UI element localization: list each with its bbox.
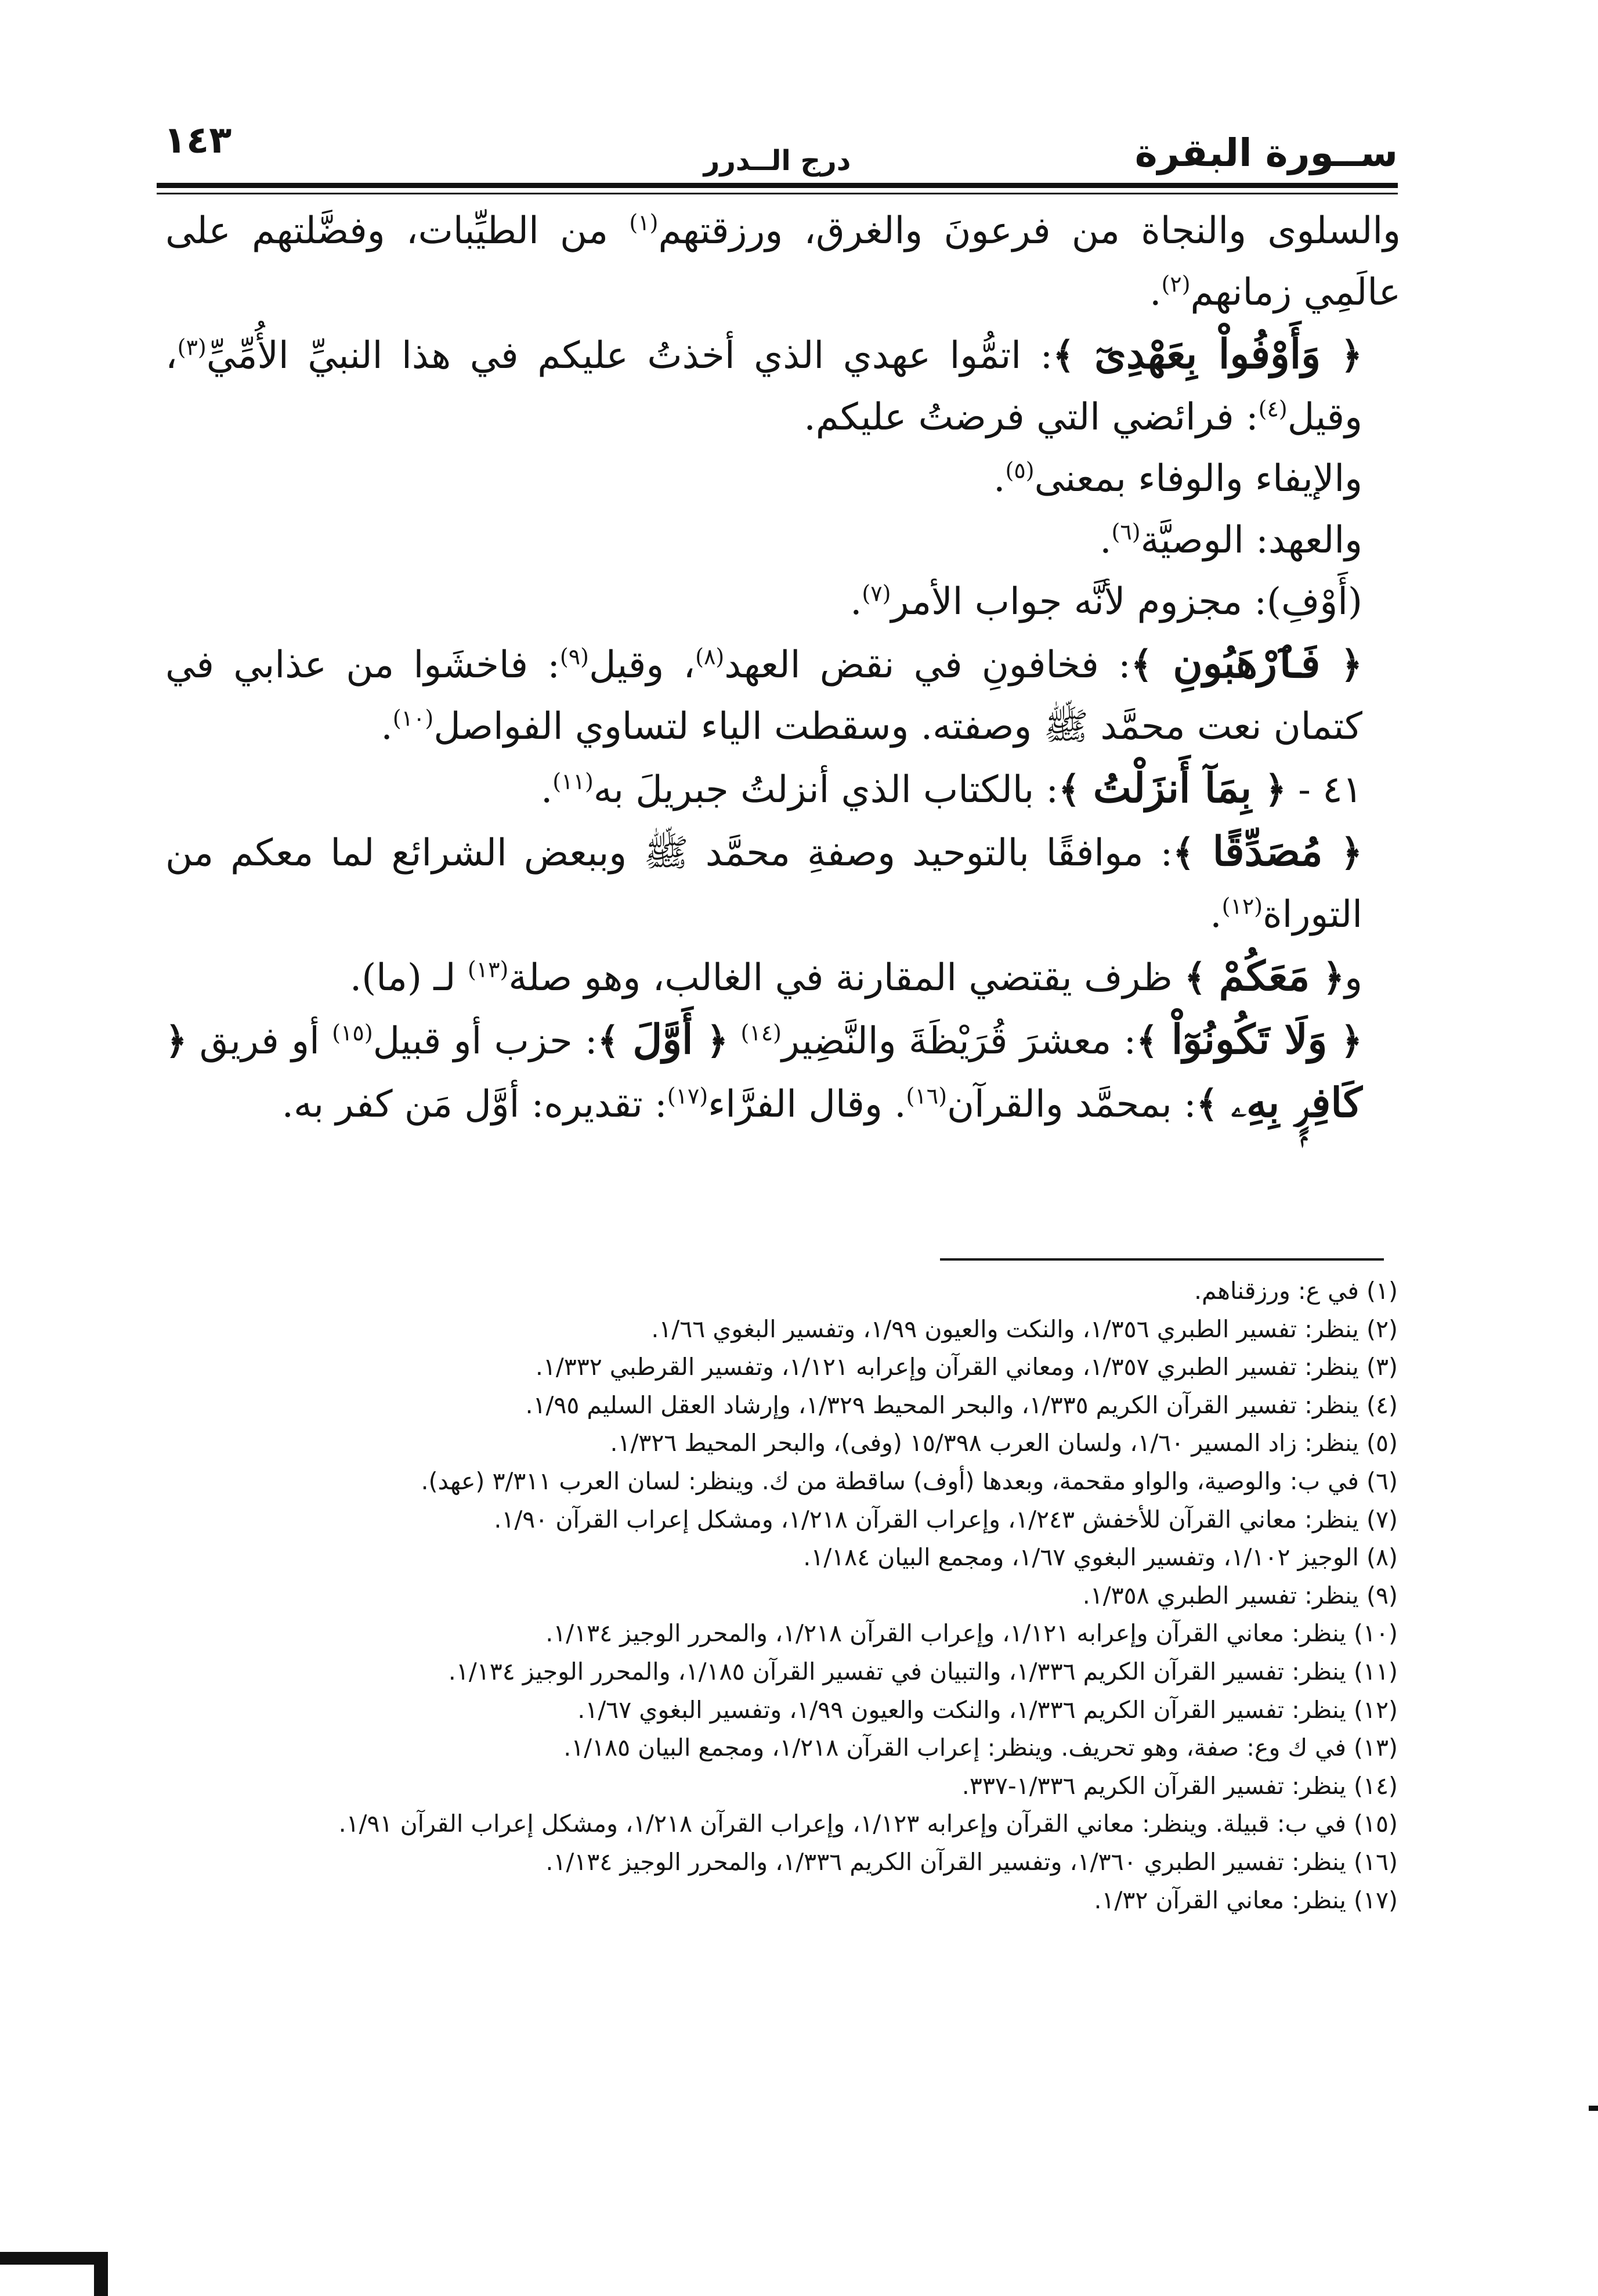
running-title: درج الــدرر — [703, 145, 851, 177]
quran-phrase: مَعَكُمْ — [1219, 952, 1310, 1000]
text-run: والعهد: الوصيَّة — [1140, 519, 1362, 562]
ornate-bracket-open: ﴿ — [1310, 956, 1345, 999]
ornate-bracket-open: ﴿ — [1252, 768, 1286, 811]
ornate-bracket-open: ﴿ — [1322, 831, 1363, 875]
quran-phrase: وَأَوْفُواْ بِعَهْدِىٓ — [1094, 330, 1321, 378]
footnote-ref: (١٠) — [392, 705, 434, 731]
footnote: (١٥) في ب: قبيلة. وينظر: معاني القرآن وإعرابه ١/١٢٣، وإعراب القرآن ١/٢١٨، ومشكل إعراب القرآن ١/٩١. — [338, 1810, 1398, 1838]
footnote: (٥) ينظر: زاد المسير ١/٦٠، ولسان العرب ١٥/٣٩٨ (وفى)، والبحر المحيط ١/٣٢٦. — [610, 1429, 1398, 1457]
footnote-separator — [940, 1258, 1384, 1261]
footnote-ref: (٥) — [1005, 457, 1035, 483]
quran-phrase: فَٱرْهَبُونِ — [1173, 639, 1321, 687]
footnote: (١) في ع: ورزقناهم. — [1194, 1277, 1398, 1305]
text-run: : فرائضي التي فرضتُ عليكم. — [804, 396, 1259, 439]
text-run: (أَوْفِ): مجزوم لأنَّه جواب الأمر — [891, 580, 1362, 623]
text-run: ٤١ - — [1286, 768, 1362, 811]
text-run: : بمحمَّد والقرآن — [947, 1083, 1196, 1126]
quran-phrase: وَلَا تَكُونُوٓاْ — [1171, 1015, 1328, 1063]
footnote-ref: (١٤) — [740, 1020, 782, 1046]
footnote: (١٤) ينظر: تفسير القرآن الكريم ١/٣٣٦-٣٣٧. — [961, 1771, 1398, 1800]
body-paragraph — [165, 757, 1401, 821]
text-run: : موافقًا بالتوحيد وصفةِ محمَّد ﷺ وببعض الشرائع لما معكم من التوراة — [165, 832, 1362, 936]
text-run: . — [1149, 271, 1162, 314]
text-run: : بالكتاب الذي أنزلتُ جبريلَ به — [593, 768, 1059, 811]
scan-edge-mark — [94, 2252, 108, 2296]
footnote-ref: (٤) — [1258, 396, 1288, 422]
text-run: . — [850, 580, 862, 623]
text-run: و — [1344, 956, 1362, 999]
footnote: (٢) ينظر: تفسير الطبري ١/٣٥٦، والنكت والعيون ١/٩٩، وتفسير البغوي ١/٦٦. — [651, 1315, 1398, 1343]
footnote-ref: (١٣) — [467, 956, 509, 983]
main-text — [165, 200, 1401, 1135]
footnote: (١٠) ينظر: معاني القرآن وإعرابه ١/١٢١، وإعراب القرآن ١/٢١٨، والمحرر الوجيز ١/١٣٤. — [545, 1619, 1398, 1648]
text-run: . — [993, 457, 1006, 500]
quran-phrase: كَافِرٍۭ بِهِۦ — [1231, 1078, 1362, 1127]
ornate-bracket-open: ﴿ — [693, 1019, 729, 1063]
body-paragraph — [165, 945, 1401, 1009]
text-run: : فاخشَوا من عذابي في كتمان نعت محمَّد ﷺ وصفته. وسقطت الياء لتساوي الفواصل — [165, 644, 1362, 748]
page-header — [157, 119, 1398, 189]
footnote: (١٧) ينظر: معاني القرآن ١/٣٢. — [1094, 1886, 1398, 1914]
text-run: والسلوى والنجاة من فرعونَ والغرق، ورزقتهم — [658, 210, 1401, 252]
text-run: لـ (ما). — [349, 956, 468, 999]
footnote: (٨) الوجيز ١/١٠٢، وتفسير البغوي ١/٦٧، ومجمع البيان ١/١٨٤. — [803, 1543, 1398, 1572]
text-run: أو فريق — [187, 1020, 332, 1063]
footnote-ref: (١) — [629, 210, 659, 236]
quran-phrase: مُصَدِّقًا — [1212, 827, 1323, 875]
text-run: والإيفاء والوفاء بمعنى — [1034, 457, 1362, 500]
body-paragraph — [165, 821, 1401, 945]
text-run: : اتمُّوا عهدي الذي أخذتُ عليكم في هذا النبيِّ الأُمِّيِّ — [206, 334, 1053, 377]
body-paragraph — [165, 633, 1401, 757]
footnote-ref: (٩) — [559, 644, 589, 670]
footnote-ref: (٨) — [695, 644, 725, 670]
ornate-bracket-close: ﴾ — [1196, 1082, 1231, 1126]
text-run: . وقال الفرَّاء — [708, 1083, 906, 1126]
body-paragraph — [165, 510, 1401, 571]
text-run: ، وقيل — [588, 644, 696, 687]
ornate-bracket-close: ﴾ — [1173, 831, 1213, 875]
text-run: . — [381, 705, 393, 748]
footnote-ref: (٣) — [177, 334, 207, 360]
ornate-bracket-open: ﴿ — [1320, 643, 1362, 687]
body-paragraph — [165, 571, 1401, 633]
text-run: : تقديره: أوَّل مَن كفر به. — [281, 1083, 667, 1126]
header-rule-thick — [157, 183, 1398, 188]
text-run: . — [1210, 893, 1222, 936]
ornate-bracket-open: ﴿ — [1327, 1019, 1363, 1063]
ornate-bracket-close: ﴾ — [1058, 768, 1093, 811]
footnote-ref: (١٢) — [1221, 893, 1263, 919]
footnote: (٦) في ب: والوصية، والواو مقحمة، وبعدها (أوف) ساقطة من ك. وينظر: لسان العرب ٣/٣١١ (عهد). — [421, 1467, 1398, 1495]
body-paragraph — [165, 448, 1401, 510]
text-run: من الطيِّبات، وفضَّلتهم على عالَمِي زمانهم — [165, 210, 1401, 314]
quran-phrase: بِمَآ أَنزَلْتُ — [1093, 764, 1252, 812]
footnote: (٣) ينظر: تفسير الطبري ١/٣٥٧، ومعاني القرآن وإعرابه ١/١٢١، وتفسير القرطبي ١/٣٣٢. — [535, 1353, 1398, 1381]
scan-edge-mark — [0, 2252, 107, 2265]
ornate-bracket-open: ﴿ — [165, 1019, 187, 1063]
text-run: . — [1100, 519, 1112, 562]
footnote: (٧) ينظر: معاني القرآن للأخفش ١/٢٤٣، وإعراب القرآن ١/٢١٨، ومشكل إعراب القرآن ١/٩٠. — [494, 1505, 1398, 1533]
body-paragraph — [165, 323, 1401, 448]
text-run — [728, 1020, 740, 1063]
footnote: (١٢) ينظر: تفسير القرآن الكريم ١/٣٣٦، والنكت والعيون ١/٩٩، وتفسير البغوي ١/٦٧. — [577, 1695, 1398, 1724]
text-run: ظرف يقتضي المقارنة في الغالب، وهو صلة — [508, 956, 1185, 999]
footnotes — [165, 1272, 1398, 1919]
scan-edge-mark — [1589, 2106, 1598, 2111]
body-paragraph — [165, 200, 1401, 323]
ornate-bracket-close: ﴾ — [1053, 334, 1095, 377]
ornate-bracket-close: ﴾ — [1184, 956, 1219, 999]
footnote: (١٦) ينظر: تفسير الطبري ١/٣٦٠، وتفسير القرآن الكريم ١/٣٣٦، والمحرر الوجيز ١/١٣٤. — [545, 1847, 1398, 1876]
surah-title: ســورة البقرة — [1134, 131, 1398, 175]
text-run: ، وقيل — [165, 334, 1362, 439]
footnote-ref: (١٧) — [667, 1083, 708, 1109]
footnote: (٤) ينظر: تفسير القرآن الكريم ١/٣٣٥، والبحر المحيط ١/٣٢٩، وإرشاد العقل السليم ١/٩٥. — [525, 1391, 1398, 1419]
header-rule-thin — [157, 193, 1398, 194]
text-run: : فخافونِ في نقض العهد — [724, 644, 1131, 687]
quran-phrase: أَوَّلَ — [632, 1015, 693, 1063]
footnote: (١١) ينظر: تفسير القرآن الكريم ١/٣٣٦، والتبيان في تفسير القرآن ١/١٨٥، والمحرر الوجيز ١/١٣٤. — [448, 1657, 1398, 1685]
footnote: (٩) ينظر: تفسير الطبري ١/٣٥٨. — [1082, 1581, 1398, 1609]
page-number: ١٤٣ — [164, 119, 232, 162]
footnote-ref: (٧) — [862, 580, 891, 607]
ornate-bracket-open: ﴿ — [1321, 334, 1363, 377]
text-run: . — [540, 768, 553, 811]
footnote: (١٣) في ك وع: صفة، وهو تحريف. وينظر: إعراب القرآن ١/٢١٨، ومجمع البيان ١/١٨٥. — [563, 1734, 1398, 1762]
ornate-bracket-close: ﴾ — [597, 1019, 633, 1063]
footnote-ref: (١٥) — [332, 1020, 373, 1046]
footnote-ref: (٦) — [1111, 519, 1141, 545]
footnote-ref: (٢) — [1161, 271, 1191, 297]
body-paragraph — [165, 1009, 1401, 1135]
text-run: : معشرَ قُرَيْظَةَ والنَّضِير — [781, 1020, 1137, 1063]
ornate-bracket-close: ﴾ — [1136, 1019, 1172, 1063]
ornate-bracket-close: ﴾ — [1130, 643, 1173, 687]
footnote-ref: (١١) — [552, 768, 594, 795]
footnote-ref: (١٦) — [906, 1083, 948, 1109]
text-run: : حزب أو قبيل — [373, 1020, 598, 1063]
